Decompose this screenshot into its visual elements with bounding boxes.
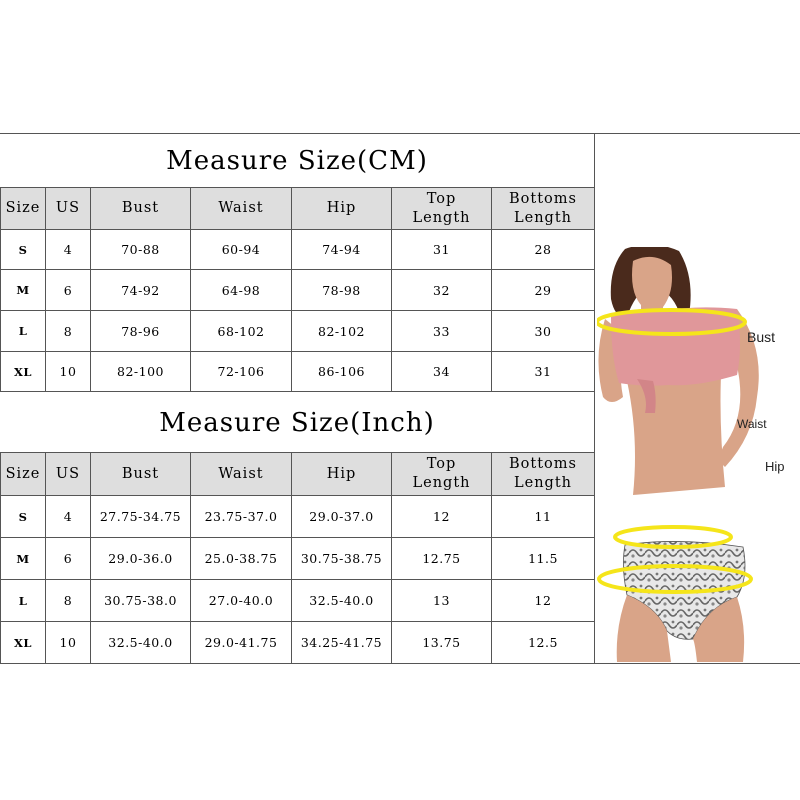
- header-bust: Bust: [91, 453, 191, 496]
- cell-top-length: 33: [392, 311, 492, 352]
- measurement-tables: [0, 134, 594, 663]
- cell-hip: 29.0-37.0: [292, 496, 392, 538]
- inch-size-table: [0, 452, 595, 664]
- table-row: [1, 580, 595, 622]
- torso-shape: [627, 375, 725, 495]
- table-row: [1, 622, 595, 664]
- cell-us: 8: [46, 580, 91, 622]
- cell-size: XL: [1, 352, 46, 392]
- cm-size-table: [0, 187, 595, 392]
- cell-bottoms-length: 28: [492, 230, 595, 270]
- cell-hip: 32.5-40.0: [292, 580, 392, 622]
- table-row: [1, 230, 595, 270]
- cell-bottoms-length: 30: [492, 311, 595, 352]
- cell-size: XL: [1, 622, 46, 664]
- cell-waist: 68-102: [191, 311, 292, 352]
- waist-label: Waist: [737, 417, 767, 431]
- cell-hip: 78-98: [292, 270, 392, 311]
- table-row: [1, 496, 595, 538]
- cell-hip: 86-106: [292, 352, 392, 392]
- cell-bust: 30.75-38.0: [91, 580, 191, 622]
- cell-bust: 27.75-34.75: [91, 496, 191, 538]
- cm-table-title: Measure Size(CM): [166, 146, 428, 176]
- bust-label: Bust: [747, 329, 776, 345]
- cell-bottoms-length: 12.5: [492, 622, 595, 664]
- cell-hip: 34.25-41.75: [292, 622, 392, 664]
- cell-bottoms-length: 31: [492, 352, 595, 392]
- cell-us: 6: [46, 538, 91, 580]
- cell-us: 6: [46, 270, 91, 311]
- cell-top-length: 12.75: [392, 538, 492, 580]
- cell-hip: 82-102: [292, 311, 392, 352]
- hip-label: Hip: [765, 459, 785, 474]
- cell-top-length: 32: [392, 270, 492, 311]
- cell-bottoms-length: 11.5: [492, 538, 595, 580]
- cell-hip: 30.75-38.75: [292, 538, 392, 580]
- cell-bust: 29.0-36.0: [91, 538, 191, 580]
- cell-us: 10: [46, 352, 91, 392]
- model-figure-panel: [595, 134, 800, 663]
- cell-waist: 27.0-40.0: [191, 580, 292, 622]
- cell-bottoms-length: 12: [492, 580, 595, 622]
- model-figure: [597, 247, 797, 662]
- cell-top-length: 13.75: [392, 622, 492, 664]
- table-row: [1, 538, 595, 580]
- cell-us: 8: [46, 311, 91, 352]
- cell-bust: 78-96: [91, 311, 191, 352]
- cell-waist: 23.75-37.0: [191, 496, 292, 538]
- cell-size: L: [1, 311, 46, 352]
- header-bust: Bust: [91, 188, 191, 230]
- cell-us: 10: [46, 622, 91, 664]
- cell-bust: 70-88: [91, 230, 191, 270]
- cell-waist: 64-98: [191, 270, 292, 311]
- header-waist: Waist: [191, 188, 292, 230]
- table-row: [1, 352, 595, 392]
- cell-hip: 74-94: [292, 230, 392, 270]
- cell-top-length: 34: [392, 352, 492, 392]
- cell-waist: 72-106: [191, 352, 292, 392]
- header-us: US: [46, 188, 91, 230]
- header-top-length: Top Length: [392, 453, 492, 496]
- header-bottoms-length: Bottoms Length: [492, 453, 595, 496]
- cell-size: L: [1, 580, 46, 622]
- cell-us: 4: [46, 230, 91, 270]
- cell-bust: 74-92: [91, 270, 191, 311]
- cell-us: 4: [46, 496, 91, 538]
- cell-size: S: [1, 496, 46, 538]
- cell-bottoms-length: 29: [492, 270, 595, 311]
- cell-top-length: 12: [392, 496, 492, 538]
- inch-table-title: Measure Size(Inch): [159, 408, 435, 438]
- cell-size: M: [1, 270, 46, 311]
- header-top-length: Top Length: [392, 188, 492, 230]
- header-size: Size: [1, 453, 46, 496]
- cell-waist: 60-94: [191, 230, 292, 270]
- inch-header-row: [1, 453, 595, 496]
- cell-bottoms-length: 11: [492, 496, 595, 538]
- header-hip: Hip: [292, 453, 392, 496]
- cm-header-row: [1, 188, 595, 230]
- cell-waist: 25.0-38.75: [191, 538, 292, 580]
- cell-waist: 29.0-41.75: [191, 622, 292, 664]
- cell-top-length: 31: [392, 230, 492, 270]
- header-hip: Hip: [292, 188, 392, 230]
- cell-size: S: [1, 230, 46, 270]
- cell-bust: 82-100: [91, 352, 191, 392]
- header-us: US: [46, 453, 91, 496]
- cell-top-length: 13: [392, 580, 492, 622]
- cell-size: M: [1, 538, 46, 580]
- header-waist: Waist: [191, 453, 292, 496]
- header-size: Size: [1, 188, 46, 230]
- table-row: [1, 311, 595, 352]
- header-bottoms-length: Bottoms Length: [492, 188, 595, 230]
- table-row: [1, 270, 595, 311]
- cell-bust: 32.5-40.0: [91, 622, 191, 664]
- crop-top-shape: [611, 307, 740, 385]
